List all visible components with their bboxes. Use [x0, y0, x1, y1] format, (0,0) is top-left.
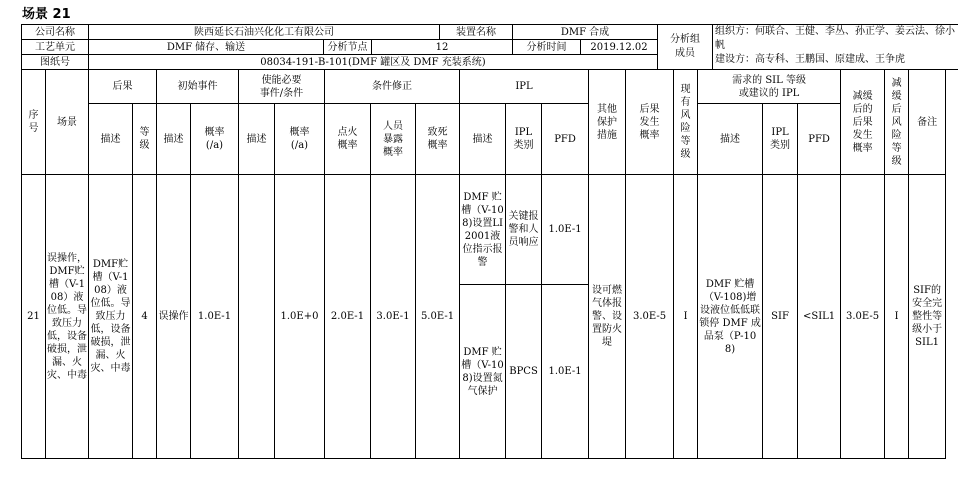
info-table: [21, 24, 958, 70]
row-remarks-text: SIF的安全完整性等级小于SIL1: [912, 285, 943, 348]
row-initiating-desc: [157, 175, 191, 459]
drawing-value: 08034-191-B-101(DMF 罐区及 DMF 充装系统): [89, 55, 658, 70]
row-sil-desc-text: DMF 贮槽（V-108)增设液位低低联锁停 DMF 成品泵（P-108): [699, 278, 761, 355]
header-ignition: 点火 概率: [325, 104, 371, 175]
row-initiating-prob: 1.0E-1: [191, 175, 239, 459]
row-ipl2-desc-text: DMF 贮槽（V-108)设置氮气保护: [461, 346, 504, 397]
header-consequence-level: 等 级: [133, 104, 157, 175]
header-sil-type: IPL 类别: [763, 104, 798, 175]
header-enabling: 使能必要 事件/条件: [239, 70, 325, 104]
row-ipl1-pfd: 1.0E-1: [542, 175, 589, 285]
header-sil-required: 需求的 SIL 等级 或建议的 IPL: [698, 70, 841, 104]
row-ipl1-desc-text: DMF 贮槽（V-108)设置LI2001液位指示报警: [461, 191, 504, 268]
row-ignition: 2.0E-1: [325, 175, 371, 459]
lopa-table: [21, 69, 946, 459]
row-fatality: 5.0E-1: [416, 175, 460, 459]
header-remarks: 备注: [909, 70, 946, 175]
row-initiating-desc-text: 误操作: [158, 311, 189, 322]
header-exposure: 人员 暴露 概率: [371, 104, 416, 175]
time-label: 分析时间: [513, 40, 581, 55]
header-ipl: IPL: [460, 70, 589, 104]
row-other-protection-text: 设可燃气体报警、设置防火堤: [592, 285, 623, 348]
row-sil-desc: [698, 175, 763, 459]
row-scenario-text: 误操作，DMF贮槽（V-108）液位低。导致压力低，设备破损，泄漏、火灾、中毒: [47, 252, 87, 381]
device-label: 装置名称: [440, 25, 513, 40]
header-ipl-pfd: PFD: [542, 104, 589, 175]
header-consequence-freq: 后果 发生 概率: [626, 70, 674, 175]
row-consequence-freq: 3.0E-5: [626, 175, 674, 459]
row-ipl1-type: [506, 175, 542, 285]
members-label: 分析组 成员: [658, 25, 713, 70]
row-seq: 21: [22, 175, 46, 459]
header-fatality: 致死 概率: [416, 104, 460, 175]
row-sil-type: SIF: [763, 175, 798, 459]
row-enabling-desc: [239, 175, 275, 459]
header-consequence-desc: 描述: [89, 104, 133, 175]
header-other-protection: 其他 保护 措施: [589, 70, 626, 175]
header-sil-pfd: PFD: [798, 104, 841, 175]
row-consequence-desc: [89, 175, 133, 459]
drawing-label: 图纸号: [22, 55, 89, 70]
row-remarks: [909, 175, 946, 459]
header-current-risk: 现 有 风 险 等 级: [674, 70, 698, 175]
node-value: 12: [372, 40, 513, 55]
row-ipl2-pfd: 1.0E-1: [542, 285, 589, 459]
company-value: 陕西延长石油兴化化工有限公司: [89, 25, 440, 40]
header-consequence: 后果: [89, 70, 157, 104]
header-enabling-prob: 概率 (/a): [275, 104, 325, 175]
row-sil-pfd: <SIL1: [798, 175, 841, 459]
row-consequence-desc-text: DMF贮槽（V-108）液位低。导致压力低，设备破损，泄漏、火灾、中毒: [90, 259, 131, 374]
header-initiating: 初始事件: [157, 70, 239, 104]
row-ipl1-type-text: 关键报警和人员响应: [508, 211, 539, 248]
row-consequence-level: 4: [133, 175, 157, 459]
row-ipl1-desc: [460, 175, 506, 285]
row-other-protection: [589, 175, 626, 459]
time-value: 2019.12.02: [581, 40, 658, 55]
page-title: 场景 21: [22, 7, 71, 22]
header-ipl-desc: 描述: [460, 104, 506, 175]
header-enabling-desc: 描述: [239, 104, 275, 175]
header-modifiers: 条件修正: [325, 70, 460, 104]
row-current-risk: I: [674, 175, 698, 459]
row-enabling-prob: 1.0E+0: [275, 175, 325, 459]
header-initiating-desc: 描述: [157, 104, 191, 175]
row-mitigated-risk: I: [885, 175, 909, 459]
header-scenario: 场景: [46, 70, 89, 175]
row-exposure: 3.0E-1: [371, 175, 416, 459]
members-value: 组织方：何联合、王健、李丛、孙正学、姜云法、徐小帆 建设方：高专科、王鹏国、原建成、王争虎: [715, 26, 955, 65]
header-mitigated-risk: 减 缓 后 风 险 等 级: [885, 70, 909, 175]
device-value: DMF 合成: [513, 25, 658, 40]
row-mitigated-freq: 3.0E-5: [841, 175, 885, 459]
row-ipl2-desc: [460, 285, 506, 459]
row-scenario: [46, 175, 89, 459]
header-initiating-prob: 概率 (/a): [191, 104, 239, 175]
row-ipl2-type: BPCS: [506, 285, 542, 459]
header-sil-desc: 描述: [698, 104, 763, 175]
members-text: [713, 25, 958, 70]
node-label: 分析节点: [324, 40, 372, 55]
company-label: 公司名称: [22, 25, 89, 40]
header-mitigated-freq: 减缓 后的 后果 发生 概率: [841, 70, 885, 175]
unit-label: 工艺单元: [22, 40, 89, 55]
header-seq: 序 号: [22, 70, 46, 175]
header-ipl-type: IPL 类别: [506, 104, 542, 175]
unit-value: DMF 储存、输送: [89, 40, 324, 55]
